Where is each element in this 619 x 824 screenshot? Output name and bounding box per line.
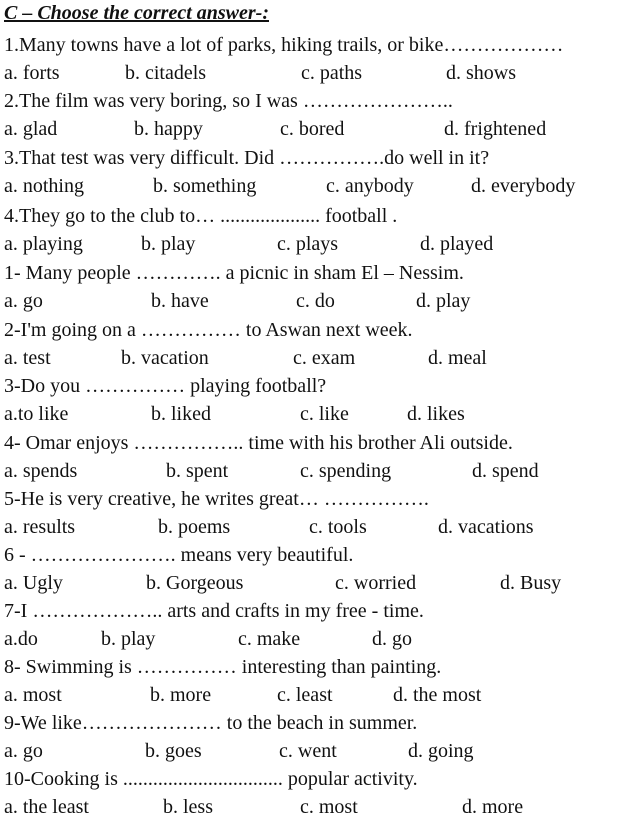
question-text: 1- Many people …………. a picnic in sham El – Nessim.	[4, 262, 464, 284]
answer-option: b. happy	[134, 118, 203, 140]
answer-option: a. test	[4, 347, 51, 369]
answer-option: a. Ugly	[4, 572, 63, 594]
answer-option: a. forts	[4, 62, 60, 84]
answer-option: c. exam	[293, 347, 356, 369]
answer-option: d. more	[462, 796, 524, 818]
answer-option: b. poems	[158, 516, 231, 538]
answer-option: b. citadels	[125, 62, 207, 84]
answer-option: c. spending	[300, 460, 392, 482]
answer-option: c. tools	[309, 516, 367, 538]
answer-option: a. spends	[4, 460, 78, 482]
answer-option: d. meal	[428, 347, 487, 369]
answer-option: a. the least	[4, 796, 89, 818]
answer-option: c. do	[296, 290, 335, 312]
answer-option: d. vacations	[438, 516, 534, 538]
answer-option: a. playing	[4, 233, 83, 255]
answer-option: d. likes	[407, 403, 465, 425]
question-text: 8- Swimming is …………… interesting than painting.	[4, 656, 442, 678]
question-text: 3.That test was very difficult. Did …………….do well in it?	[4, 147, 490, 169]
answer-option: c. plays	[277, 233, 339, 255]
question-text: 2-I'm going on a …………… to Aswan next week.	[4, 319, 413, 341]
answer-option: b. spent	[166, 460, 229, 482]
question-text: 4.They go to the club to… .................... football .	[4, 205, 398, 227]
question-text: 10-Cooking is ................................ popular activity.	[4, 768, 418, 790]
answer-option: b. more	[150, 684, 212, 706]
question-text: 6 - …………………. means very beautiful.	[4, 544, 354, 566]
answer-option: c. bored	[280, 118, 345, 140]
answer-option: b. Gorgeous	[146, 572, 244, 594]
answer-option: a. glad	[4, 118, 58, 140]
question-text: 7-I ……………….. arts and crafts in my free - time.	[4, 600, 424, 622]
answer-option: d. shows	[446, 62, 517, 84]
answer-option: d. Busy	[500, 572, 562, 594]
question-text: 5-He is very creative, he writes great… …………….	[4, 488, 429, 510]
answer-option: b. liked	[151, 403, 211, 425]
answer-option: d. everybody	[471, 175, 576, 197]
answer-option: c. paths	[301, 62, 363, 84]
question-text: 9-We like………………… to the beach in summer.	[4, 712, 418, 734]
answer-option: b. have	[151, 290, 209, 312]
answer-option: a. results	[4, 516, 76, 538]
answer-option: c. most	[300, 796, 358, 818]
answer-option: b. less	[163, 796, 213, 818]
question-text: 2.The film was very boring, so I was …………………..	[4, 90, 453, 112]
question-text: 4- Omar enjoys …………….. time with his brother Ali outside.	[4, 432, 513, 454]
answer-option: c. least	[277, 684, 333, 706]
answer-option: a.to like	[4, 403, 69, 425]
answer-option: d. the most	[393, 684, 482, 706]
section-heading: C – Choose the correct answer-:	[4, 2, 269, 24]
answer-option: a.do	[4, 628, 38, 650]
answer-option: b. goes	[145, 740, 202, 762]
answer-option: c. make	[238, 628, 301, 650]
answer-option: d. go	[372, 628, 412, 650]
answer-option: c. like	[300, 403, 349, 425]
answer-option: a. go	[4, 740, 43, 762]
question-text: 3-Do you …………… playing football?	[4, 375, 327, 397]
answer-option: b. play	[141, 233, 196, 255]
question-text: 1.Many towns have a lot of parks, hiking trails, or bike………………	[4, 34, 564, 56]
answer-option: d. play	[416, 290, 471, 312]
answer-option: a. most	[4, 684, 62, 706]
answer-option: c. worried	[335, 572, 417, 594]
answer-option: b. something	[153, 175, 257, 197]
answer-option: d. spend	[472, 460, 539, 482]
answer-option: b. vacation	[121, 347, 209, 369]
answer-option: d. going	[408, 740, 474, 762]
answer-option: c. went	[279, 740, 337, 762]
answer-option: a. go	[4, 290, 43, 312]
answer-option: b. play	[101, 628, 156, 650]
answer-option: d. played	[420, 233, 494, 255]
answer-option: c. anybody	[326, 175, 414, 197]
answer-option: d. frightened	[444, 118, 547, 140]
answer-option: a. nothing	[4, 175, 84, 197]
